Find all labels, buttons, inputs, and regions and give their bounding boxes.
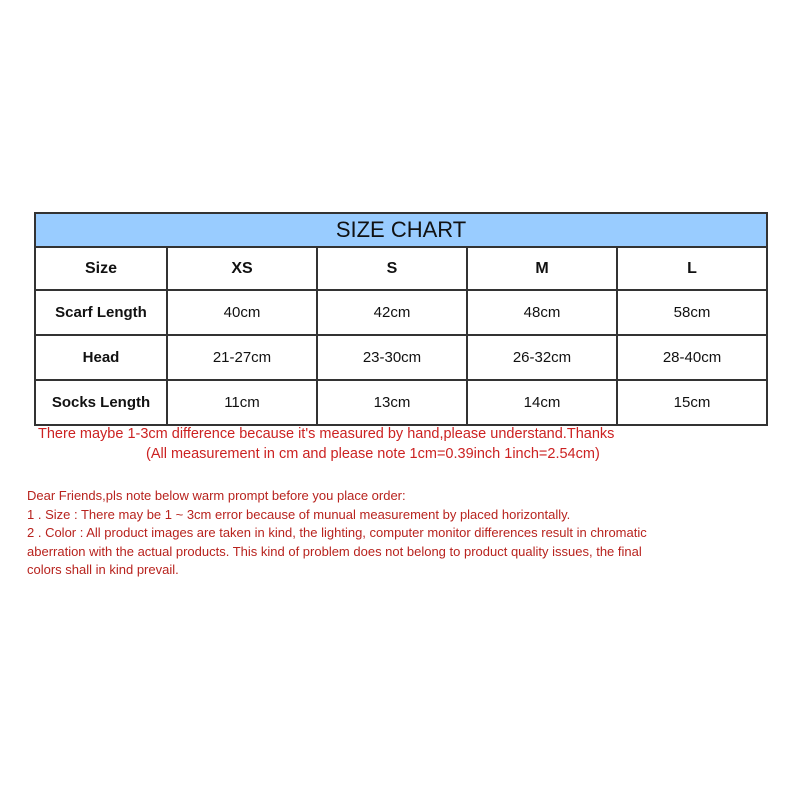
table-cell: 13cm — [317, 380, 467, 425]
size-chart-title: SIZE CHART — [35, 213, 767, 247]
size-col-xs: XS — [167, 247, 317, 290]
size-col-m: M — [467, 247, 617, 290]
size-header-label: Size — [35, 247, 167, 290]
table-cell: 58cm — [617, 290, 767, 335]
size-chart-table — [34, 212, 768, 426]
table-cell: 26-32cm — [467, 335, 617, 380]
prompt-intro: Dear Friends,pls note below warm prompt before you place order: — [27, 488, 406, 503]
table-cell: 28-40cm — [617, 335, 767, 380]
prompt-size-item: 1 . Size : There may be 1 ~ 3cm error because of munual measurement by placed horizontally. — [27, 506, 571, 522]
table-row — [35, 290, 767, 335]
unit-conversion-note: (All measurement in cm and please note 1cm=0.39inch 1inch=2.54cm) — [146, 446, 600, 462]
table-cell: 11cm — [167, 380, 317, 425]
size-col-s: S — [317, 247, 467, 290]
table-cell: 42cm — [317, 290, 467, 335]
table-row — [35, 380, 767, 425]
table-cell: 14cm — [467, 380, 617, 425]
prompt-color-item-line-1: 2 . Color : All product images are taken in kind, the lighting, computer monitor differences result in chromatic — [27, 525, 647, 540]
table-cell: 40cm — [167, 290, 317, 335]
order-prompt — [27, 487, 767, 580]
prompt-color-item-line-3: colors shall in kind prevail. — [27, 562, 179, 577]
table-cell: 21-27cm — [167, 335, 317, 380]
table-row — [35, 335, 767, 380]
table-cell: 48cm — [467, 290, 617, 335]
table-cell: 23-30cm — [317, 335, 467, 380]
row-label-socks-length: Socks Length — [35, 380, 167, 425]
size-col-l: L — [617, 247, 767, 290]
table-cell: 15cm — [617, 380, 767, 425]
row-label-head: Head — [35, 335, 167, 380]
prompt-color-item-line-2: aberration with the actual products. This kind of problem does not belong to product quality issues, the final — [27, 543, 642, 559]
measurement-note: There maybe 1-3cm difference because it's measured by hand,please understand.Thanks — [38, 426, 615, 442]
row-label-scarf-length: Scarf Length — [35, 290, 167, 335]
